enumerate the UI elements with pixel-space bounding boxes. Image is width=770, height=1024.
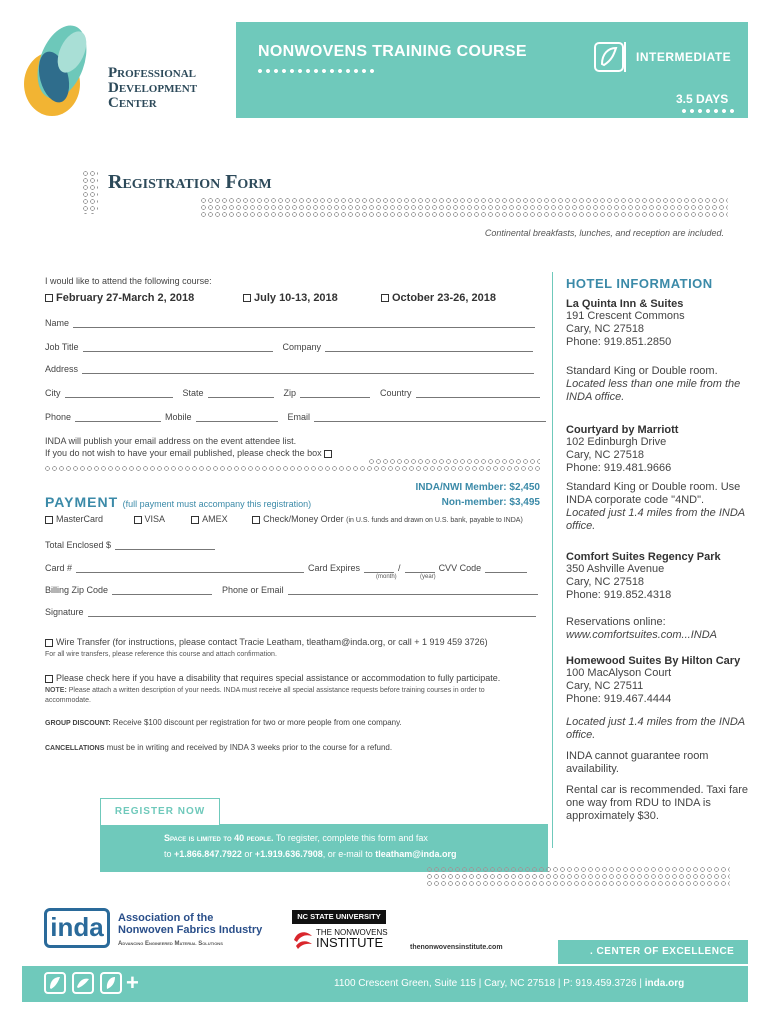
publish-optout-checkbox[interactable] (324, 450, 332, 458)
register-text-2: to +1.866.847.7922 or +1.919.636.7908, or e-mail to tleatham@inda.org (164, 849, 457, 859)
signature-field[interactable] (88, 607, 536, 617)
job-title-field[interactable] (83, 342, 273, 352)
fax-number[interactable]: +1.866.847.7922 (174, 849, 242, 859)
mastercard-option[interactable]: MasterCard (45, 514, 103, 524)
leaf-icon-1 (44, 972, 66, 997)
date-option-1[interactable]: February 27-March 2, 2018 (45, 292, 194, 304)
mobile-field[interactable] (196, 412, 278, 422)
job-row: Job Title Company (45, 342, 533, 352)
hotel-courtyard: Courtyard by Marriott 102 Edinburgh Drive Cary, NC 27518 Phone: 919.481.9666 Standard King or Double room. Use INDA corporate code "4ND". Located just 1.4 miles from the INDA office. (566, 424, 745, 532)
phone-email-field[interactable] (288, 585, 538, 595)
duration-dots (680, 108, 738, 114)
level-icon (594, 42, 624, 72)
city-field[interactable] (65, 388, 173, 398)
register-text-1: Space is limited to 40 people. To register, complete this form and fax (164, 833, 428, 843)
inda-logo: inda (44, 908, 110, 948)
wire-note: For all wire transfers, please reference this course and attach confirmation. (45, 651, 277, 658)
amex-option[interactable]: AMEX (191, 514, 228, 524)
phone-field[interactable] (75, 412, 161, 422)
email-field[interactable] (314, 412, 546, 422)
visa-option[interactable]: VISA (134, 514, 165, 524)
total-row: Total Enclosed $ (45, 540, 215, 550)
year-hint: (year) (420, 574, 436, 580)
phone-row: Phone Mobile Email (45, 412, 546, 422)
hotel-homewood: Homewood Suites By Hilton Cary 100 MacAlyson Court Cary, NC 27511 Phone: 919.467.4444 Located just 1.4 miles from the INDA office. INDA cannot guarantee room availability. Rental car is recommended. Taxi fare one way from RDU to INDA is approximately $30. (566, 655, 748, 822)
register-email[interactable]: tleatham@inda.org (375, 849, 457, 859)
included-note: Continental breakfasts, lunches, and reception are included. (484, 228, 724, 238)
level-label: INTERMEDIATE (636, 50, 732, 64)
duration: 3.5 DAYS (676, 92, 729, 106)
form-divider-dots-b (44, 465, 540, 472)
form-title-dots-right (200, 197, 728, 218)
date-option-3[interactable]: October 23-26, 2018 (381, 292, 496, 304)
leaf-icon-3 (100, 972, 122, 997)
pdc-logo (22, 22, 92, 122)
address-row: Address (45, 364, 534, 374)
billing-zip-field[interactable] (112, 585, 212, 595)
column-divider (552, 272, 553, 848)
country-field[interactable] (416, 388, 540, 398)
nwi-url[interactable]: thenonwovensinstitute.com (410, 944, 503, 951)
hotel-comfort-suites: Comfort Suites Regency Park 350 Ashville Avenue Cary, NC 27518 Phone: 919.852.4318 Reservations online: www.comfortsuites.com...INDA (566, 551, 756, 642)
state-field[interactable] (208, 388, 274, 398)
form-divider-dots-a (368, 458, 540, 465)
cancellations: CANCELLATIONS must be in writing and received by INDA 3 weeks prior to the course for a refund. (45, 743, 393, 752)
register-button[interactable]: REGISTER NOW (100, 798, 220, 826)
disability-note: NOTE: Please attach a written description of your needs. INDA must receive all special assistance requests before training courses in order to accommodate. (45, 687, 485, 704)
center-of-excellence: . CENTER OF EXCELLENCE (590, 946, 735, 957)
payment-heading: PAYMENT (full payment must accompany this registration) (45, 494, 312, 510)
hotel-la-quinta: La Quinta Inn & Suites 191 Crescent Commons Cary, NC 27518 Phone: 919.851.2850 Standard King or Double room. Located less than one mile from the INDA office. (566, 298, 741, 403)
date-option-2[interactable]: July 10-13, 2018 (243, 292, 338, 304)
signature-row: Signature (45, 607, 536, 617)
phone-number[interactable]: +1.919.636.7908 (254, 849, 323, 859)
pdc-name: Professional Development Center (108, 65, 198, 111)
hotel-title: HOTEL INFORMATION (566, 276, 713, 291)
publish-note-2: If you do not wish to have your email published, please check the box (45, 448, 335, 458)
nwi-logo-icon (292, 928, 314, 950)
nonmember-price: Non-member: $3,495 (441, 497, 540, 508)
month-hint: (month) (376, 574, 397, 580)
form-title-dots-left (82, 170, 98, 214)
expiry-year-field[interactable] (405, 563, 435, 573)
card-row: Card # Card Expires / CVV Code (45, 563, 527, 573)
nwi-name: THE NONWOVENS INSTITUTE (316, 928, 388, 950)
course-title: NONWOVENS TRAINING COURSE (258, 43, 527, 60)
checkbox[interactable] (45, 294, 53, 302)
billing-row: Billing Zip Code Phone or Email (45, 585, 538, 595)
attend-label: I would like to attend the following course: (45, 276, 212, 286)
register-dots (426, 866, 730, 887)
plus-icon: + (126, 970, 139, 995)
form-title: Registration Form (108, 171, 272, 193)
zip-field[interactable] (300, 388, 370, 398)
ncstate-logo: NC STATE UNIVERSITY (292, 910, 386, 924)
company-field[interactable] (325, 342, 533, 352)
inda-name: Association of the Nonwoven Fabrics Industry Advancing Engineered Material Solutions (118, 912, 263, 947)
group-discount: GROUP DISCOUNT: Receive $100 discount per registration for two or more people from one company. (45, 718, 402, 727)
payment-methods (45, 514, 523, 524)
name-field[interactable] (73, 318, 535, 328)
name-row: Name (45, 318, 535, 328)
footer-address: 1100 Crescent Green, Suite 115 | Cary, NC 27518 | P: 919.459.3726 | inda.org (334, 978, 685, 989)
cvv-field[interactable] (485, 563, 527, 573)
total-field[interactable] (115, 540, 215, 550)
card-number-field[interactable] (76, 563, 304, 573)
title-dots (256, 68, 378, 74)
city-row: City State Zip Country (45, 388, 540, 398)
wire-option[interactable]: Wire Transfer (for instructions, please contact Tracie Leatham, tleatham@inda.org, or call + 1 919 459 3726) (45, 637, 488, 647)
disability-option[interactable]: Please check here if you have a disability that requires special assistance or accommodation to fully participate. (45, 673, 500, 683)
register-banner (100, 824, 548, 872)
comfort-suites-link[interactable]: www.comfortsuites.com...INDA (566, 629, 717, 641)
publish-note-1: INDA will publish your email address on the event attendee list. (45, 436, 297, 446)
leaf-icon-2 (72, 972, 94, 997)
check-option[interactable]: Check/Money Order (in U.S. funds and drawn on U.S. bank, payable to INDA) (252, 514, 523, 524)
inda-site-link[interactable]: inda.org (644, 978, 685, 989)
checkbox[interactable] (243, 294, 251, 302)
address-field[interactable] (82, 364, 534, 374)
checkbox[interactable] (381, 294, 389, 302)
expiry-month-field[interactable] (364, 563, 394, 573)
member-price: INDA/NWI Member: $2,450 (415, 482, 540, 493)
